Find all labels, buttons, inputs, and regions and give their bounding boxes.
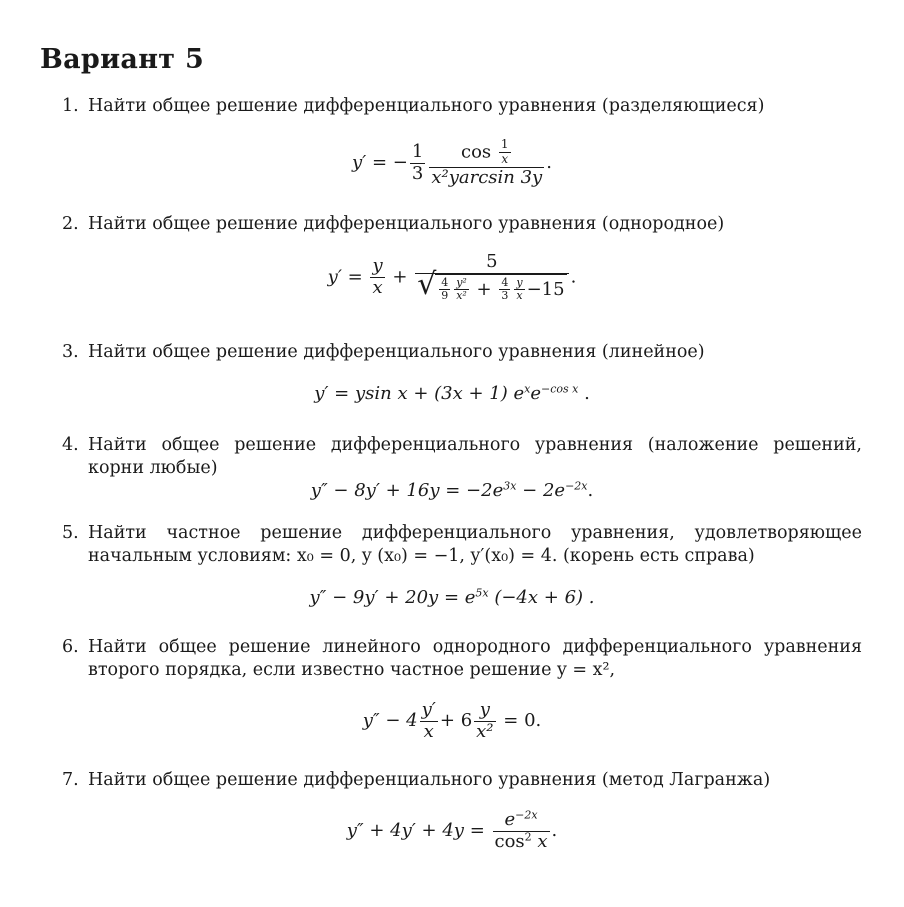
problem-text: Найти частное решение дифференциального уравнения, удовлетворяющее начальным условиям: x₀ = 0, y (x₀) = −1, y′(x₀) = 4. (корень есть справа) <box>88 523 862 566</box>
problem-text: Найти общее решение дифференциального уравнения (однородное) <box>88 214 725 234</box>
equation-6: y″ − 4 $\frac{y'}{x}$ + 6 $\frac{y}{\text{x²}}$ = 0. <box>362 699 542 742</box>
problem-text: Найти общее решение дифференциального уравнения (метод Лагранжа) <box>88 770 771 790</box>
fraction-inner: $\frac{1}{x}$ <box>500 137 509 166</box>
square-root: √ $\frac{4}{9}$ $\frac{\text{y²}}{\text{x²}}$ + $\frac{4}{3}$ $\frac{y}{x}$ −15 <box>417 266 565 303</box>
problem-text: Найти общее решение линейного однородного дифференциального уравнения второго порядка, если известно частное решение y = x², <box>88 637 862 680</box>
eq-lhs: y′ = − <box>352 152 408 174</box>
problem-4 <box>62 434 862 480</box>
problem-number: 4. <box>62 435 79 455</box>
problem-number: 2. <box>62 214 79 234</box>
problem-number: 6. <box>62 637 79 657</box>
equation-2: y′ = $\frac{y}{x}$ + 5 √ $\frac{4}{9}$ $\frac{\text{y²}}{\text{x²}}$ + $\frac{4}{3}$ $\frac{y}{x}$ −15 . <box>327 251 577 303</box>
fraction-coef: $\frac{1}{3}$ <box>411 140 424 184</box>
equation-3: y′ = ysin x + (3x + 1) $e^xe^{-cos x}$ . <box>314 382 590 404</box>
variant-title: Вариант 5 <box>40 44 205 75</box>
equation-5: $y'' - 9y' + 20y = e^{5x}$ (−4x + 6) . <box>309 586 595 608</box>
problem-1 <box>62 95 862 118</box>
problem-2 <box>62 213 862 236</box>
problem-6 <box>62 636 862 682</box>
fraction-yprime-over-x: $\frac{y'}{x}$ <box>421 699 436 742</box>
fraction-main: cos $\frac{1}{x}$ x²yarcsin 3y <box>431 137 543 188</box>
equation-1: y′ = − $\frac{1}{3}$ cos $\frac{1}{x}$ x²yarcsin 3y . <box>352 137 552 188</box>
fraction-y-over-x2: $\frac{y}{\text{x²}}$ <box>476 699 494 742</box>
problem-number: 3. <box>62 342 79 362</box>
fraction-exp-over-cos: $\frac{e^{-2x}}{\cos^2 x}$ <box>494 808 548 852</box>
problem-text: Найти общее решение дифференциального уравнения (разделяющиеся) <box>88 96 765 116</box>
problem-3 <box>62 341 862 364</box>
equation-4: $y'' - 8y' + 16y = -2e^{3x} - 2e^{-2x}$. <box>310 479 594 501</box>
problem-5 <box>62 522 862 568</box>
equation-7: y″ + 4y′ + 4y = $\frac{e^{-2x}}{\cos^2 x}$ . <box>346 808 558 852</box>
problem-text: Найти общее решение дифференциального уравнения (наложение решений, корни любые) <box>88 435 862 478</box>
problem-number: 1. <box>62 96 79 116</box>
problem-text: Найти общее решение дифференциального уравнения (линейное) <box>88 342 705 362</box>
problem-7 <box>62 769 862 792</box>
problem-number: 5. <box>62 523 79 543</box>
problem-number: 7. <box>62 770 79 790</box>
fraction-y-over-x: $\frac{y}{x}$ <box>372 255 383 298</box>
fraction-radical: 5 √ $\frac{4}{9}$ $\frac{\text{y²}}{\text{x²}}$ + $\frac{4}{3}$ $\frac{y}{x}$ −15 <box>415 252 568 303</box>
